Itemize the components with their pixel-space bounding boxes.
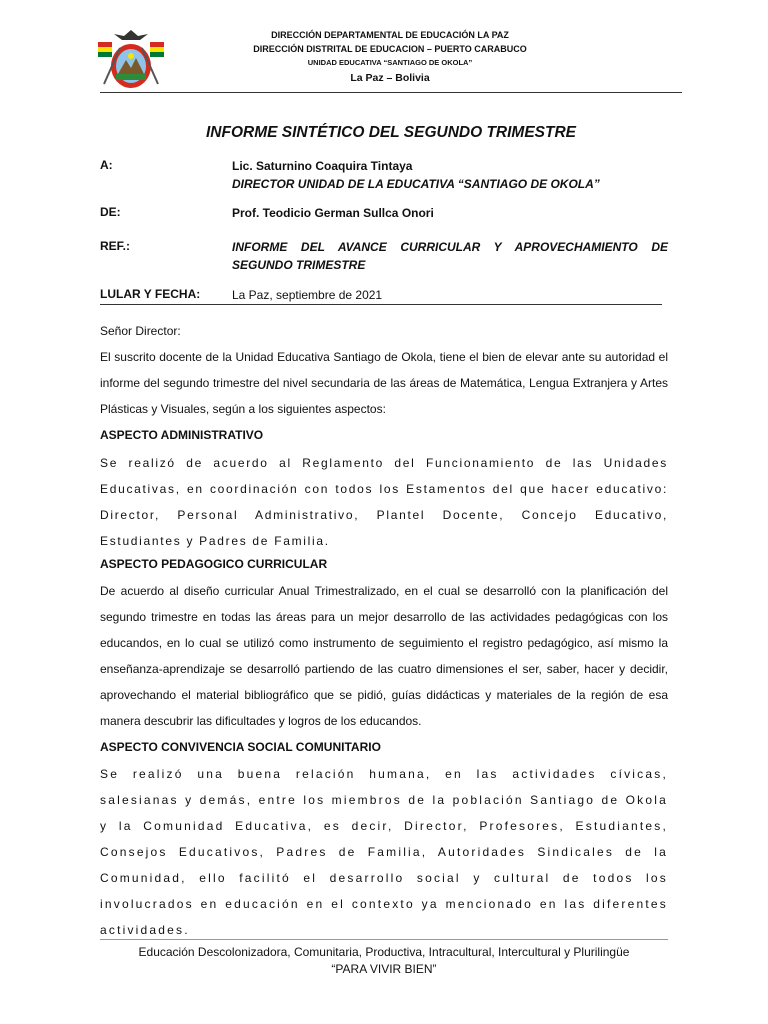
ref-label: REF.:	[100, 239, 130, 253]
header-line-2: DIRECCIÓN DISTRITAL DE EDUCACION – PUERTO CARABUCO	[253, 44, 527, 54]
section-text-social: Se realizó una buena relación humana, en las actividades cívicas, salesianas y demás, entre los miembros de la población Santiago de Okola y la Comunidad Educativa, es decir, Director, Profesores, Estudiantes, Consejos Educativos, Padres de Familia, Autoridades Sindicales de la Comunidad, ello facilitó el desarrollo social y cultural de todos los involucrados en educación en el contexto ya mencionado en las diferentes actividades.	[100, 767, 668, 937]
to-role: DIRECTOR UNIDAD DE LA EDUCATIVA “SANTIAGO DE OKOLA”	[232, 177, 600, 191]
intro-paragraph: El suscrito docente de la Unidad Educativa Santiago de Okola, tiene el bien de elevar ante su autoridad el informe del segundo trimestre del nivel secundaria de las áreas de Matemática, Lengua Extranjera y Artes Plásticas y Visuales, según a los siguientes aspectos:	[100, 350, 668, 416]
section-text-administrative: Se realizó de acuerdo al Reglamento del Funcionamiento de las Unidades Educativas, en coordinación con todos los Estamentos del que hacer educativo: Director, Personal Administrativo, Plantel Docente, Concejo Educativo, Estudiantes y Padres de Familia.	[100, 456, 668, 548]
place-date-label: LULAR Y FECHA:	[100, 287, 201, 301]
footer-motto: Educación Descolonizadora, Comunitaria, Productiva, Intracultural, Intercultural y Plurilingüe	[138, 945, 630, 959]
from-label: DE:	[100, 205, 121, 219]
header-location: La Paz – Bolivia	[350, 72, 430, 84]
ref-value: INFORME DEL AVANCE CURRICULAR Y APROVECHAMIENTO DE SEGUNDO TRIMESTRE	[232, 240, 668, 272]
section-heading-social: ASPECTO CONVIVENCIA SOCIAL COMUNITARIO	[100, 740, 381, 754]
coat-of-arms-icon	[94, 28, 168, 92]
footer-divider	[100, 939, 668, 940]
document-title: INFORME SINTÉTICO DEL SEGUNDO TRIMESTRE	[205, 124, 576, 141]
meta-divider	[100, 304, 662, 305]
header-divider	[100, 92, 682, 93]
footer-slogan: “PARA VIVIR BIEN”	[331, 962, 437, 976]
header-line-1: DIRECCIÓN DEPARTAMENTAL DE EDUCACIÓN LA PAZ	[271, 30, 509, 40]
header-line-3: UNIDAD EDUCATIVA “SANTIAGO DE OKOLA”	[307, 58, 473, 67]
to-name: Lic. Saturnino Coaquira Tintaya	[232, 159, 413, 173]
salutation: Señor Director:	[100, 324, 181, 338]
from-name: Prof. Teodicio German Sullca Onori	[232, 206, 434, 220]
section-text-pedagogic: De acuerdo al diseño curricular Anual Trimestralizado, en el cual se desarrolló con la planificación del segundo trimestre en todas las áreas para un mejor desarrollo de las actividades pedagógicas con los educandos, en lo cual se utilizó como instrumento de seguimiento el registro pedagógico, así mismo la enseñanza-aprendizaje se desarrolló partiendo de las cuatro dimensiones el ser, saber, hacer y decidir, aprovechando el material bibliográfico que se pidió, guías didácticas y materiales de la región de esa manera descubrir las dificultades y logros de los educandos.	[100, 584, 668, 728]
section-heading-pedagogic: ASPECTO PEDAGOGICO CURRICULAR	[100, 557, 328, 571]
section-heading-administrative: ASPECTO ADMINISTRATIVO	[100, 428, 264, 442]
place-date-value: La Paz, septiembre de 2021	[232, 288, 383, 302]
to-label: A:	[100, 158, 113, 172]
